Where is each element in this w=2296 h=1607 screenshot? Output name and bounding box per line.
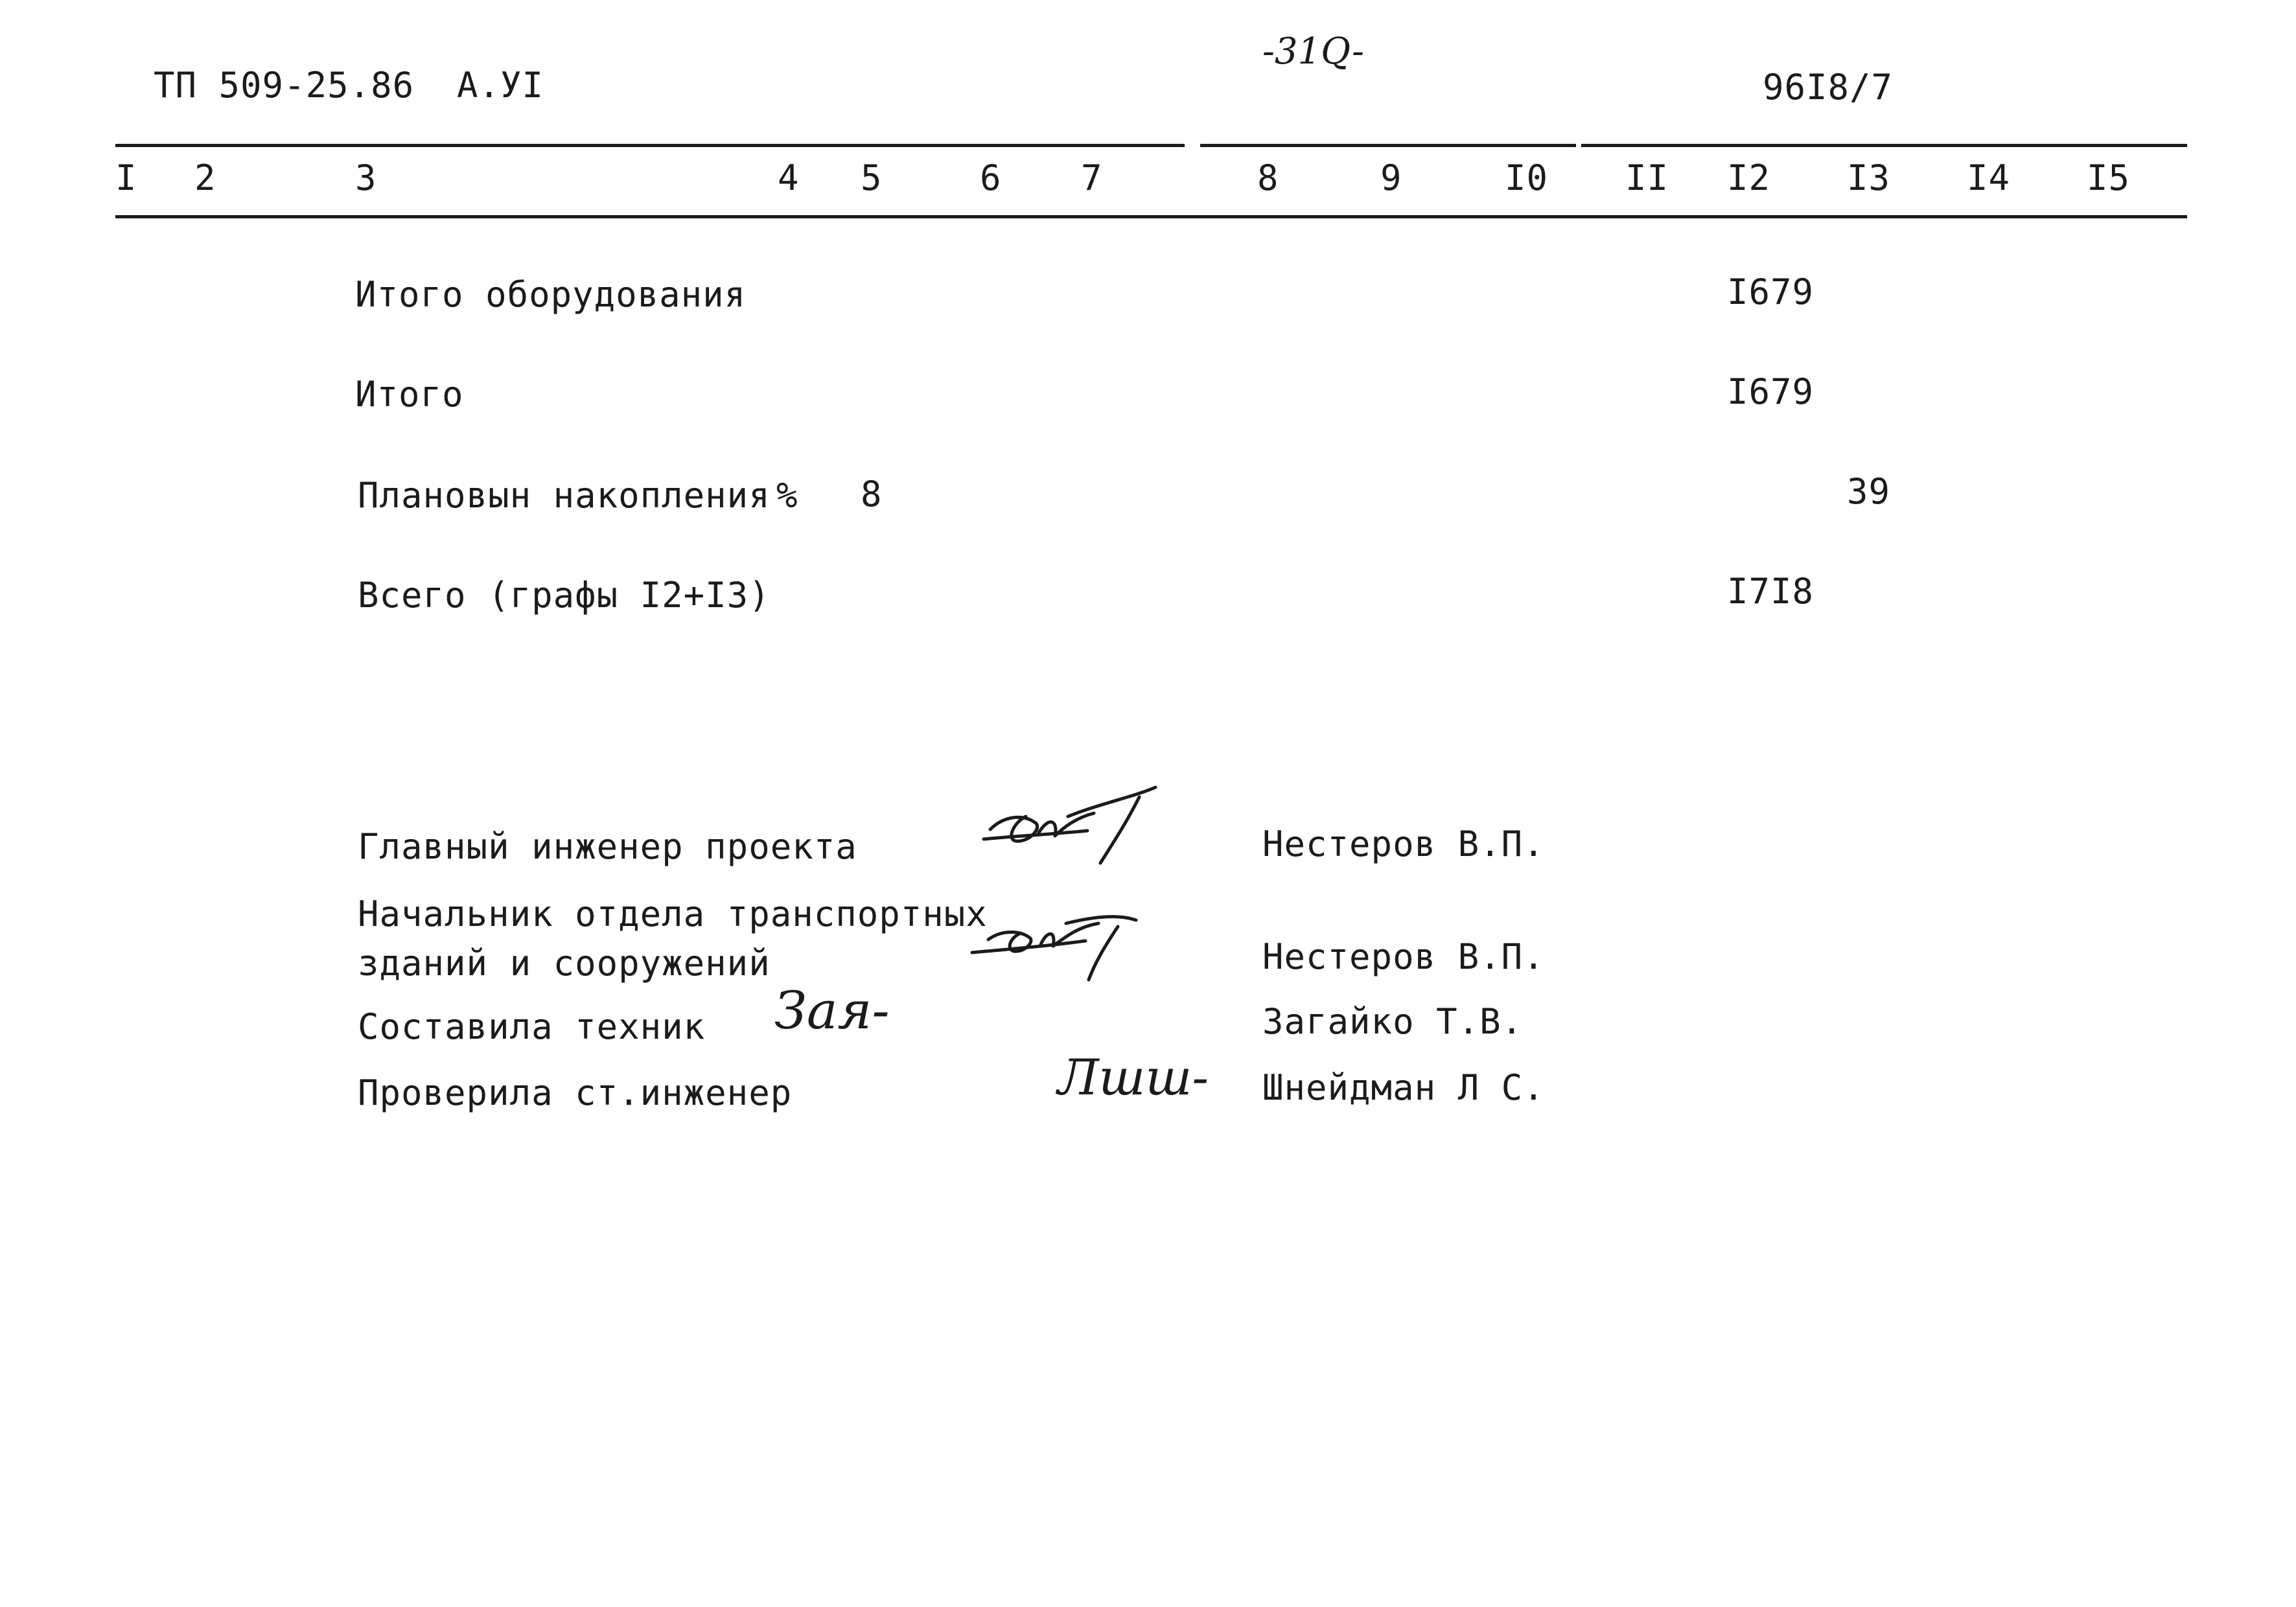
row-name: Итого оборудования bbox=[355, 274, 747, 315]
column-number: 2 bbox=[194, 157, 216, 198]
signer-role: Начальник отдела транспортных bbox=[358, 894, 988, 934]
signer-name: Шнейдман Л С. bbox=[1262, 1067, 1545, 1108]
signer-role-line2: зданий и сооружений bbox=[358, 943, 771, 984]
album-label: А.УI bbox=[457, 65, 544, 106]
column-number: 3 bbox=[355, 157, 377, 198]
row-col12: I679 bbox=[1727, 272, 1815, 312]
column-number: 6 bbox=[980, 157, 1002, 198]
signature-mark: Зая- bbox=[774, 980, 890, 1041]
column-number: 7 bbox=[1081, 157, 1103, 198]
signature-mark: Лшш- bbox=[1058, 1048, 1209, 1106]
signer-role: Главный инженер проекта bbox=[358, 826, 857, 867]
signer-name: Загайко Т.В. bbox=[1262, 1001, 1524, 1042]
column-number: 8 bbox=[1257, 157, 1279, 198]
column-number: 4 bbox=[778, 157, 800, 198]
row-rate: 8 bbox=[861, 474, 883, 514]
column-number: 9 bbox=[1380, 157, 1402, 198]
signer-role: Составила техник bbox=[358, 1006, 706, 1047]
signature-mark bbox=[977, 778, 1172, 868]
row-col12: I679 bbox=[1727, 371, 1815, 412]
signer-name: Нестеров В.П. bbox=[1262, 936, 1545, 977]
header-rule-left bbox=[115, 144, 1185, 147]
row-name: Плановын накопления bbox=[358, 475, 771, 516]
order-number: 96I8/7 bbox=[1763, 67, 1894, 108]
page-number: -31Q- bbox=[1262, 30, 1365, 73]
signature-mark bbox=[969, 901, 1150, 985]
signer-role: Проверила ст.инженер bbox=[358, 1072, 793, 1113]
row-col13: 39 bbox=[1847, 471, 1891, 512]
column-number: I3 bbox=[1847, 157, 1891, 198]
column-number: I bbox=[115, 157, 137, 198]
row-name: Итого bbox=[355, 374, 464, 415]
column-number: 5 bbox=[861, 157, 883, 198]
column-number: II bbox=[1625, 157, 1669, 198]
header-rule-right bbox=[1581, 144, 2187, 147]
header-rule-middle bbox=[1200, 144, 1576, 147]
signer-name: Нестеров В.П. bbox=[1262, 824, 1545, 864]
row-unit: % bbox=[776, 475, 798, 516]
column-header-rule bbox=[115, 215, 2187, 218]
row-name: Всего (графы I2+I3) bbox=[358, 575, 771, 616]
row-col12: I7I8 bbox=[1727, 571, 1815, 612]
doc-code: ТП 509-25.86 bbox=[154, 65, 415, 106]
column-number: I0 bbox=[1505, 157, 1549, 198]
column-number: I5 bbox=[2087, 157, 2131, 198]
column-number: I2 bbox=[1727, 157, 1771, 198]
column-number: I4 bbox=[1967, 157, 2011, 198]
